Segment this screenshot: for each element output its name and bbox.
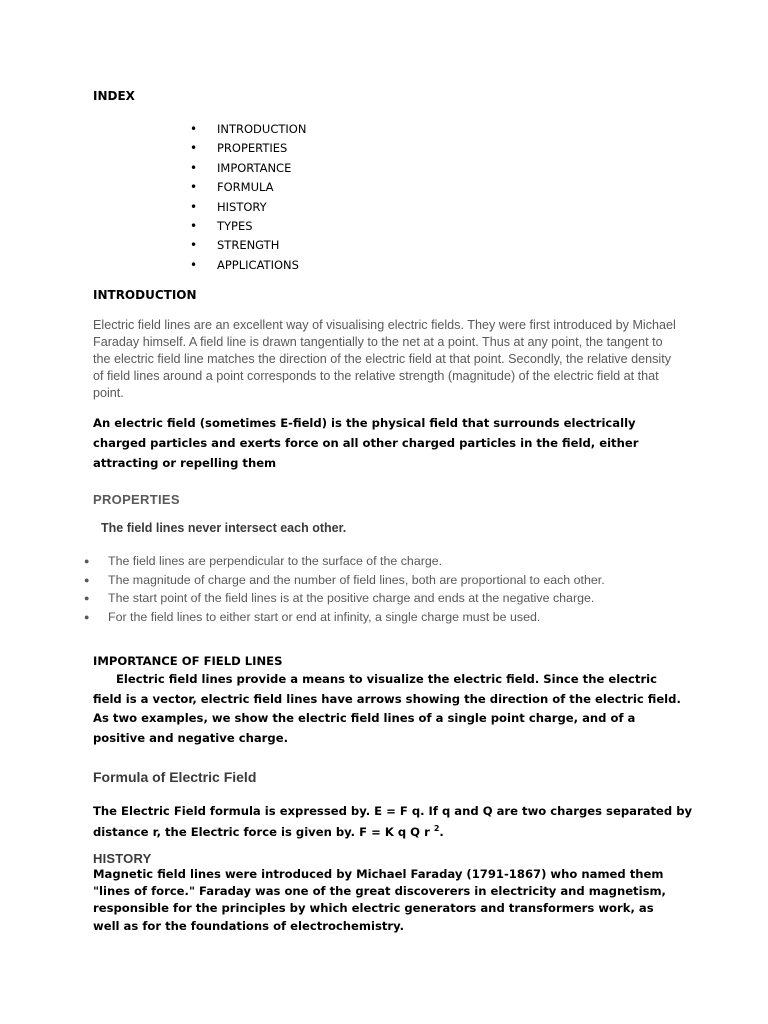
importance-heading: IMPORTANCE OF FIELD LINES [93,654,283,668]
formula-period: . [439,824,444,839]
introduction-paragraph: Electric field lines are an excellent way of visualising electric fields. They were first introduced by Michael Faraday himself. A field line is drawn tangentially to the net at a point. Thus at any point, the tangent to the electric field line matches the direction of the electric field at that point. Secondly, the relative density of field lines around a point corresponds to the relative strength (magnitude) of the electric field at that point. [93,318,676,400]
bullet-icon: • [190,160,198,175]
bullet-icon: • [190,199,198,214]
property-text: The start point of the field lines is at the positive charge and ends at the negative charge. [108,591,595,605]
bullet-icon: • [190,257,198,272]
index-item-label: APPLICATIONS [217,257,299,272]
index-item-label: IMPORTANCE [217,160,292,175]
index-item-label: STRENGTH [217,238,280,253]
index-item-label: FORMULA [217,180,274,195]
property-text: The magnitude of charge and the number of field lines, both are proportional to each other. [108,572,605,587]
properties-subheading: The field lines never intersect each other. [101,521,347,535]
properties-list [84,552,704,626]
bullet-icon: • [190,238,198,253]
electric-field-definition: An electric field (sometimes E-field) is the physical field that surrounds electrically charged particles and exerts force on all other charged particles in the field, either attracting or repelling them [93,416,639,470]
bullet-icon: ● [84,556,90,566]
bullet-icon: • [190,122,198,136]
bullet-icon: • [190,141,198,156]
index-heading: INDEX [93,89,135,103]
properties-heading: PROPERTIES [93,492,180,507]
introduction-heading: INTRODUCTION [93,288,197,302]
formula-heading: Formula of Electric Field [93,769,257,785]
index-item-label: HISTORY [217,199,267,214]
index-item-label: TYPES [217,218,253,233]
history-heading: HISTORY [93,851,152,866]
index-item-label: PROPERTIES [217,141,288,156]
property-text: The field lines are perpendicular to the surface of the charge. [108,554,443,568]
list-item [84,608,704,627]
importance-text: Electric field lines provide a means to visualize the electric field. Since the electric field is a vector, electric field lines have arrows showing the direction of the electric field. As two examples, we show the electric field lines of a single point charge, and of a positive and negative charge. [93,672,681,745]
bullet-icon: • [190,180,198,195]
list-item [84,589,704,608]
bullet-icon: ● [84,574,90,585]
bullet-icon: ● [84,593,90,603]
bullet-icon: ● [84,611,90,622]
formula-text: The Electric Field formula is expressed by. E = F q. If q and Q are two charges separated by distance r, the Electric force is given by. F = K q Q r [93,804,693,839]
bullet-icon: • [190,218,198,233]
formula-superscript: 2 [433,824,440,833]
formula-paragraph [93,803,693,841]
property-text: For the field lines to either start or end at infinity, a single charge must be used. [108,609,541,624]
importance-paragraph [93,670,683,748]
index-item-label: INTRODUCTION [217,122,307,136]
list-item [84,552,704,571]
list-item [84,571,704,590]
history-paragraph: Magnetic field lines were introduced by Michael Faraday (1791-1867) who named them "lines of force." Faraday was one of the great discoverers in electricity and magnetism, responsible for the principles by which electric generators and transformers work, as well as for the foundations of electrochemistry. [93,867,666,933]
